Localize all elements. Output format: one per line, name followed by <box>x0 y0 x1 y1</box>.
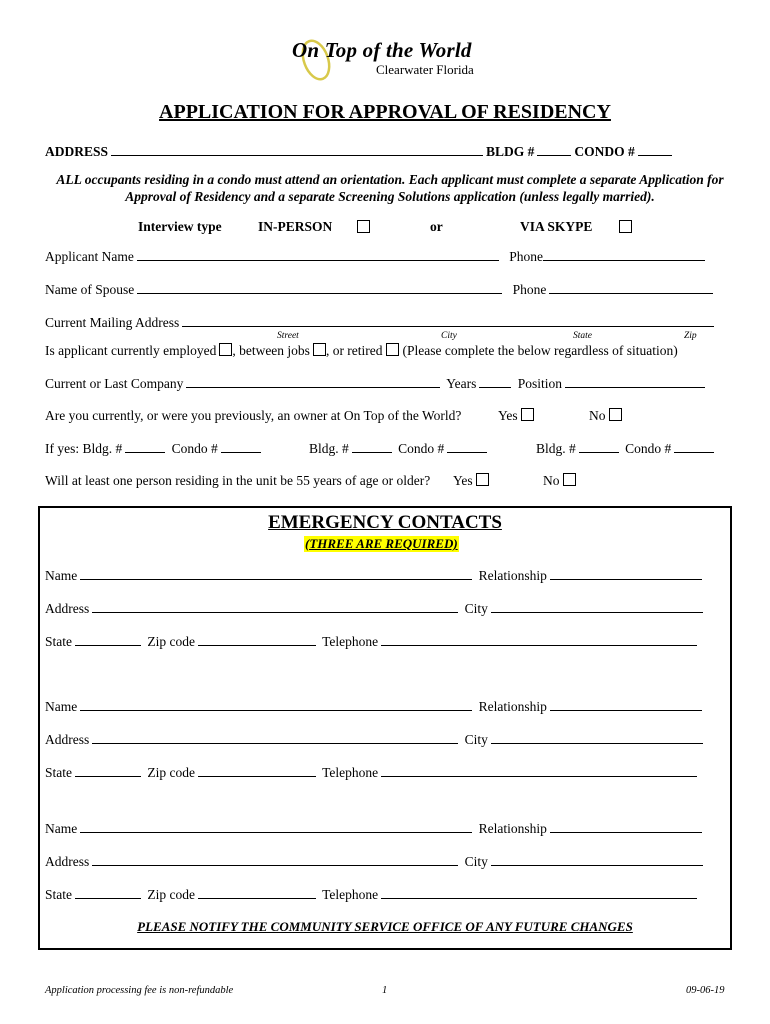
between-jobs-checkbox[interactable] <box>313 343 326 356</box>
ifyes-condo-field-2[interactable] <box>447 441 487 453</box>
contact-state-label: State <box>45 887 72 902</box>
orientation-notice: ALL occupants residing in a condo must attend an orientation. Each applicant must complete a separate Application for Approval of Residency and a separate Screening Solutions application (unless legally married). <box>56 172 724 204</box>
owner-yes <box>498 408 534 424</box>
employed-label: Is applicant currently employed <box>45 343 217 358</box>
footer-fee: Application processing fee is non-refundable <box>45 985 234 996</box>
contact-2-address-row <box>45 732 706 748</box>
applicant-row <box>45 249 708 265</box>
company-label: Current or Last Company <box>45 376 184 391</box>
contact-relationship-label: Relationship <box>478 699 547 714</box>
contact-telephone-label: Telephone <box>322 634 379 649</box>
contact-2-state-row <box>45 765 700 781</box>
ifyes-condo-field-3[interactable] <box>674 441 714 453</box>
contact-name-label: Name <box>45 821 78 836</box>
ifyes-bldg-field-1[interactable] <box>125 441 165 453</box>
contact-3-zip-field[interactable] <box>198 887 316 899</box>
ifyes-bldg-field-3[interactable] <box>579 441 619 453</box>
contact-3-state-row <box>45 887 700 903</box>
years-label: Years <box>446 376 477 391</box>
contact-state-label: State <box>45 765 72 780</box>
street-sublabel: Street <box>277 331 299 341</box>
contact-2-zip-field[interactable] <box>198 765 316 777</box>
logo-text: On Top of the World <box>292 38 472 62</box>
in-person-label: IN-PERSON <box>258 219 333 234</box>
position-field[interactable] <box>565 376 705 388</box>
position-label: Position <box>517 376 563 391</box>
ifyes-label: If yes: <box>45 441 80 456</box>
contact-address-label: Address <box>45 601 90 616</box>
interview-label: Interview type <box>138 219 222 234</box>
ifyes-condo-field-1[interactable] <box>221 441 261 453</box>
contact-2-address-field[interactable] <box>92 732 458 744</box>
ifyes-bldg-label-2: Bldg. # <box>309 441 349 456</box>
condo-field[interactable] <box>638 144 672 156</box>
applicant-phone-label: Phone <box>509 249 543 264</box>
contact-address-label: Address <box>45 854 90 869</box>
ifyes-row-3 <box>536 441 717 457</box>
spouse-phone-field[interactable] <box>549 282 713 294</box>
owner-question: Are you currently, or were you previously, an owner at On Top of the World? <box>45 408 462 423</box>
ifyes-bldg-label-1: Bldg. # <box>82 441 123 456</box>
contact-1-city-field[interactable] <box>491 601 703 613</box>
contact-zip-label: Zip code <box>147 887 195 902</box>
condo-label: CONDO # <box>574 144 635 159</box>
contact-3-name-field[interactable] <box>80 821 472 833</box>
owner-no <box>589 408 622 424</box>
contact-1-name-field[interactable] <box>80 568 472 580</box>
bldg-field[interactable] <box>537 144 571 156</box>
footer-date: 09-06-19 <box>686 985 725 996</box>
contact-2-name-field[interactable] <box>80 699 472 711</box>
contact-3-telephone-field[interactable] <box>381 887 697 899</box>
skype-checkbox[interactable] <box>619 220 632 233</box>
contact-2-name-row <box>45 699 705 715</box>
contact-relationship-label: Relationship <box>478 568 547 583</box>
zip-sublabel: Zip <box>684 331 697 341</box>
contact-3-state-field[interactable] <box>75 887 141 899</box>
years-field[interactable] <box>479 376 511 388</box>
contact-1-state-row <box>45 634 700 650</box>
spouse-phone-label: Phone <box>512 282 547 297</box>
contact-zip-label: Zip code <box>147 634 195 649</box>
age-question: Will at least one person residing in the unit be 55 years of age or older? <box>45 473 431 488</box>
owner-yes-label: Yes <box>498 408 518 423</box>
owner-yes-checkbox[interactable] <box>521 408 534 421</box>
contact-address-label: Address <box>45 732 90 747</box>
applicant-phone-field[interactable] <box>543 249 705 261</box>
mailing-label: Current Mailing Address <box>45 315 180 330</box>
skype-label: VIA SKYPE <box>520 219 593 234</box>
age-yes-label: Yes <box>453 473 473 488</box>
notify-notice: PLEASE NOTIFY THE COMMUNITY SERVICE OFFICE OF ANY FUTURE CHANGES <box>137 919 633 934</box>
mailing-row <box>45 315 717 331</box>
ifyes-bldg-label-3: Bldg. # <box>536 441 576 456</box>
contact-3-address-row <box>45 854 706 870</box>
ifyes-condo-label-1: Condo # <box>171 441 218 456</box>
contact-name-label: Name <box>45 699 78 714</box>
contact-1-zip-field[interactable] <box>198 634 316 646</box>
ifyes-bldg-field-2[interactable] <box>352 441 392 453</box>
ifyes-row-2 <box>309 441 490 457</box>
logo <box>282 34 482 84</box>
employed-checkbox[interactable] <box>219 343 232 356</box>
contact-name-label: Name <box>45 568 78 583</box>
in-person-checkbox[interactable] <box>357 220 370 233</box>
contact-state-label: State <box>45 634 72 649</box>
contact-1-address-field[interactable] <box>92 601 458 613</box>
address-row <box>45 144 675 160</box>
address-label: ADDRESS <box>45 144 109 159</box>
contact-2-city-field[interactable] <box>491 732 703 744</box>
applicant-name-label: Applicant Name <box>45 249 134 264</box>
contact-3-relationship-field[interactable] <box>550 821 702 833</box>
contact-1-address-row <box>45 601 706 617</box>
contact-city-label: City <box>464 732 488 747</box>
contact-city-label: City <box>464 601 488 616</box>
footer-page: 1 <box>382 985 388 996</box>
spouse-row <box>45 282 716 298</box>
contact-1-name-row <box>45 568 705 584</box>
between-jobs-label: , between jobs <box>232 343 310 358</box>
age-yes <box>453 473 489 489</box>
interview-or: or <box>430 219 443 234</box>
contact-city-label: City <box>464 854 488 869</box>
logo-subtext: Clearwater Florida <box>376 62 474 77</box>
contact-zip-label: Zip code <box>147 765 195 780</box>
applicant-name-field[interactable] <box>137 249 499 261</box>
contact-2-relationship-field[interactable] <box>550 699 702 711</box>
spouse-name-label: Name of Spouse <box>45 282 135 297</box>
retired-checkbox[interactable] <box>386 343 399 356</box>
owner-no-checkbox[interactable] <box>609 408 622 421</box>
age-no-checkbox[interactable] <box>563 473 576 486</box>
emergency-subtitle: (THREE ARE REQUIRED) <box>305 536 458 551</box>
contact-telephone-label: Telephone <box>322 765 379 780</box>
bldg-label: BLDG # <box>486 144 535 159</box>
mailing-address-field[interactable] <box>182 315 714 327</box>
age-yes-checkbox[interactable] <box>476 473 489 486</box>
company-field[interactable] <box>186 376 440 388</box>
employed-row <box>45 343 678 359</box>
ifyes-condo-label-2: Condo # <box>398 441 445 456</box>
company-row <box>45 376 708 392</box>
owner-no-label: No <box>589 408 606 423</box>
employed-note: (Please complete the below regardless of situation) <box>402 343 678 358</box>
contact-1-state-field[interactable] <box>75 634 141 646</box>
emergency-title: EMERGENCY CONTACTS <box>268 512 502 533</box>
city-sublabel: City <box>441 331 457 341</box>
page-title: APPLICATION FOR APPROVAL OF RESIDENCY <box>159 101 611 123</box>
contact-3-name-row <box>45 821 705 837</box>
contact-2-telephone-field[interactable] <box>381 765 697 777</box>
state-sublabel: State <box>573 331 592 341</box>
age-no-label: No <box>543 473 560 488</box>
ifyes-condo-label-3: Condo # <box>625 441 672 456</box>
contact-3-city-field[interactable] <box>491 854 703 866</box>
contact-2-state-field[interactable] <box>75 765 141 777</box>
contact-3-address-field[interactable] <box>92 854 458 866</box>
address-field[interactable] <box>111 144 483 156</box>
retired-label: , or retired <box>325 343 383 358</box>
contact-relationship-label: Relationship <box>478 821 547 836</box>
age-no <box>543 473 576 489</box>
contact-1-telephone-field[interactable] <box>381 634 697 646</box>
ifyes-row-1 <box>45 441 264 457</box>
contact-1-relationship-field[interactable] <box>550 568 702 580</box>
contact-telephone-label: Telephone <box>322 887 379 902</box>
spouse-name-field[interactable] <box>137 282 502 294</box>
